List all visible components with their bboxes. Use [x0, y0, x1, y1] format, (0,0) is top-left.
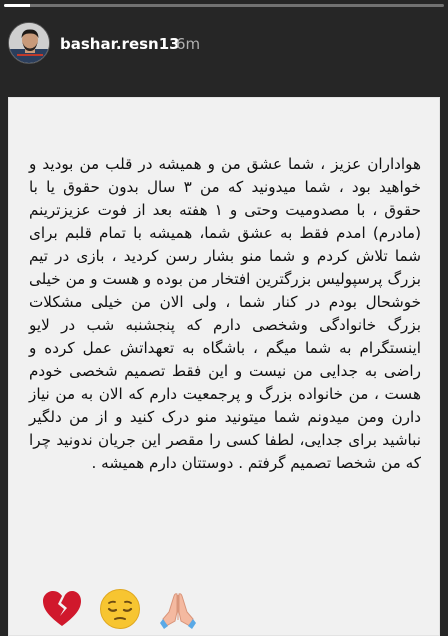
- story-text: هواداران عزیز ، شما عشق من و همیشه در قلب من بودید و خواهید بود ، شما میدونید که من ۳ سال بدون حقوق یا با حقوق ، با مصدومیت وحتی و ۱ هفته بعد از فوت عزیزترینم (مادرم) امدم فقط به عشق شما، همیشه با تمام قلبم برای شما تلاش کردم و شما منو بشار رسن کردید ، بازی در تیم بزرگ پرسپولیس بزرگترین افتخار من بوده و هست و من خیلی خوشحال بودم در کنار شما ، ولی الان من خیلی مشکلات بزرگ خانوادگی وشخصی دارم که پنجشنبه شب در لایو اینستگرام به شما میگم ، باشگاه به تعهداتش عمل کرده و راضی به جدایی من نیست و این فقط تصمیم شخصی خودم هست ، من خانواده بزرگ و پرجمعیت دارم که الان به من نیاز دارن ومن میدونم شما میتونید منو درک کنید و از من دلگیر نباشید برای جدایی، لطفا کسی را مقصر این جریان ندونید چرا که من شخصا تصمیم گرفتم . دوستتان دارم همیشه .: [29, 155, 421, 472]
- timestamp: 6m: [176, 35, 201, 53]
- story-progress-fill: [4, 4, 30, 7]
- emoji-row: [41, 586, 199, 632]
- story-content[interactable]: [8, 97, 440, 636]
- story-header: [0, 0, 448, 86]
- story-progress-bar: [4, 4, 444, 7]
- username[interactable]: bashar.resn13: [60, 35, 180, 53]
- avatar-image: [9, 23, 50, 64]
- pensive-face-icon: [99, 588, 141, 630]
- avatar[interactable]: [8, 22, 50, 64]
- broken-heart-icon: [41, 588, 83, 630]
- folded-hands-icon: [157, 588, 199, 630]
